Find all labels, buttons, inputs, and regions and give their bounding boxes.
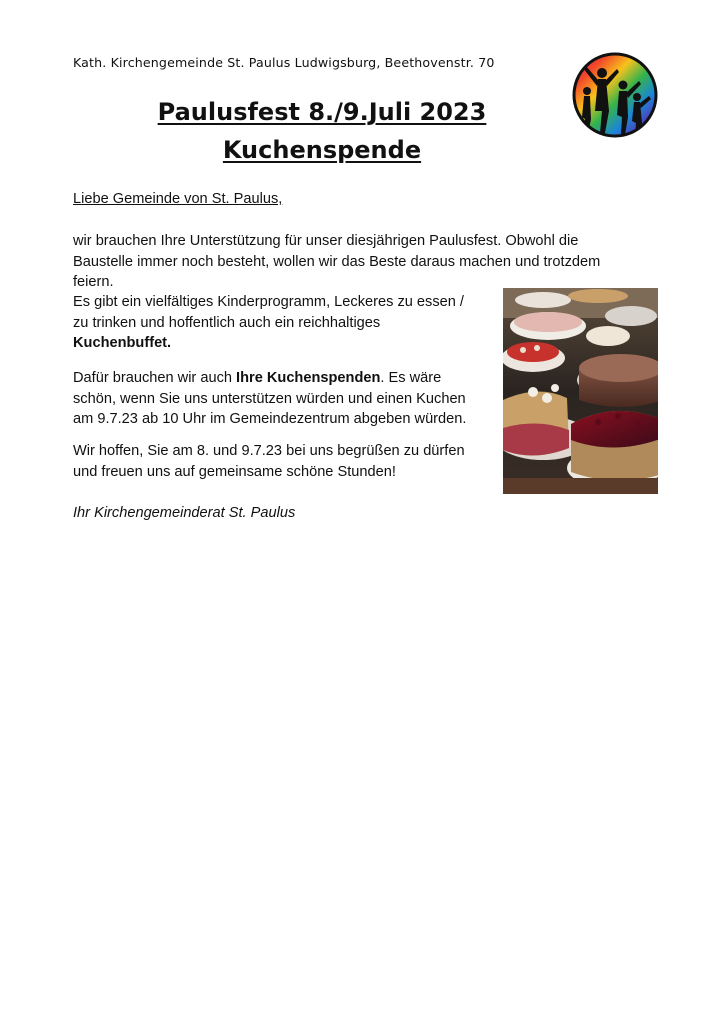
signature: Ihr Kirchengemeinderat St. Paulus — [73, 505, 296, 521]
paragraph-line: Es gibt ein vielfältiges Kinderprogramm, Leckeres zu essen / — [73, 294, 464, 310]
paragraph-line: zu trinken und hoffentlich auch ein reichhaltiges — [73, 314, 381, 331]
paragraph-line: schön, wenn Sie uns unterstützen würden und einen Kuchen — [73, 390, 466, 407]
paragraph-program — [73, 292, 493, 354]
event-subtitle: Kuchenspende — [222, 136, 422, 164]
paragraph-request — [73, 368, 503, 430]
paragraph-closing — [73, 441, 503, 482]
text-run: . Es wäre — [380, 370, 442, 386]
paragraph-line: Wir hoffen, Sie am 8. und 9.7.23 bei uns begrüßen zu dürfen — [73, 443, 465, 459]
paragraph-intro — [73, 231, 653, 293]
paragraph-line — [73, 368, 503, 389]
greeting: Liebe Gemeinde von St. Paulus, — [73, 191, 283, 207]
emphasis-text: Ihre Kuchenspenden — [236, 370, 381, 386]
paragraph-line: feiern. — [73, 274, 114, 291]
event-title: Paulusfest 8./9.Juli 2023 — [157, 98, 487, 126]
paragraph-line: Kuchenbuffet. — [73, 335, 172, 352]
text-run: Dafür brauchen wir auch — [73, 370, 237, 386]
paragraph-line: am 9.7.23 ab 10 Uhr im Gemeindezentrum abgeben würden. — [73, 411, 467, 428]
paragraph-line: und freuen uns auf gemeinsame schöne Stunden! — [73, 463, 396, 480]
paragraph-line: Baustelle immer noch besteht, wollen wir das Beste daraus machen und trotzdem — [73, 253, 601, 270]
cake-buffet-photo — [503, 288, 658, 494]
paragraph-line: wir brauchen Ihre Unterstützung für unser diesjährigen Paulusfest. Obwohl die — [73, 233, 579, 249]
parish-address: Kath. Kirchengemeinde St. Paulus Ludwigsburg, Beethovenstr. 70 — [73, 55, 495, 70]
